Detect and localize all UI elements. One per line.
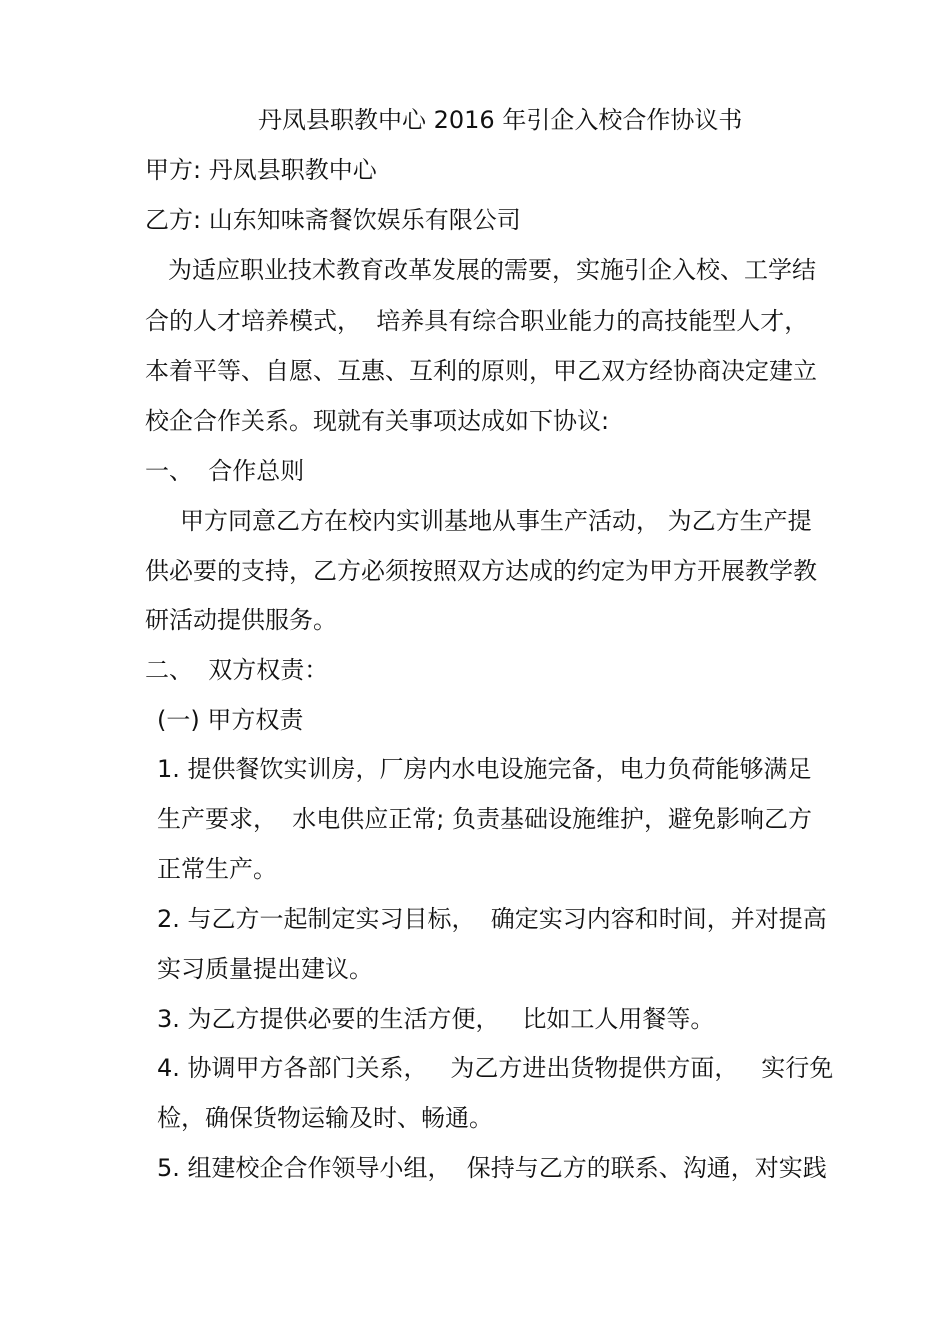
intro-paragraph-line: 校企合作关系。现就有关事项达成如下协议:: [145, 407, 610, 435]
section1-paragraph-line: 甲方同意乙方在校内实训基地从事生产活动， 为乙方生产提: [180, 507, 812, 535]
section-heading-responsibilities: 二、 双方权责：: [145, 656, 329, 684]
intro-paragraph-line: 为适应职业技术教育改革发展的需要，实施引企入校、工学结: [168, 256, 816, 284]
party-a-line: 甲方: 丹凤县职教中心: [145, 156, 377, 184]
intro-paragraph-line: 本着平等、自愿、互惠、互利的原则，甲乙双方经协商决定建立: [145, 357, 817, 385]
item1-line: 1. 提供餐饮实训房，厂房内水电设施完备，电力负荷能够满足: [157, 755, 812, 783]
document-title: 丹凤县职教中心 2016 年引企入校合作协议书: [258, 106, 743, 134]
item4-line: 检，确保货物运输及时、畅通。: [157, 1104, 493, 1132]
item2-line: 实习质量提出建议。: [157, 955, 373, 983]
item1-line: 生产要求， 水电供应正常; 负责基础设施维护，避免影响乙方: [157, 805, 812, 833]
section1-paragraph-line: 供必要的支持，乙方必须按照双方达成的约定为甲方开展教学教: [145, 557, 817, 585]
item2-line: 2. 与乙方一起制定实习目标， 确定实习内容和时间，并对提高: [157, 905, 827, 933]
intro-paragraph-line: 合的人才培养模式， 培养具有综合职业能力的高技能型人才，: [145, 307, 809, 335]
item4-line: 4. 协调甲方各部门关系， 为乙方进出货物提供方面， 实行免: [157, 1054, 834, 1082]
subsection-heading-party-a: (一) 甲方权责: [157, 706, 304, 734]
item3-line: 3. 为乙方提供必要的生活方便， 比如工人用餐等。: [157, 1005, 715, 1033]
section1-paragraph-line: 研活动提供服务。: [145, 606, 337, 634]
item1-line: 正常生产。: [157, 855, 277, 883]
party-b-line: 乙方: 山东知味斋餐饮娱乐有限公司: [145, 206, 521, 234]
section-heading-general: 一、 合作总则: [145, 457, 305, 485]
item5-line: 5. 组建校企合作领导小组， 保持与乙方的联系、沟通，对实践: [157, 1154, 827, 1182]
